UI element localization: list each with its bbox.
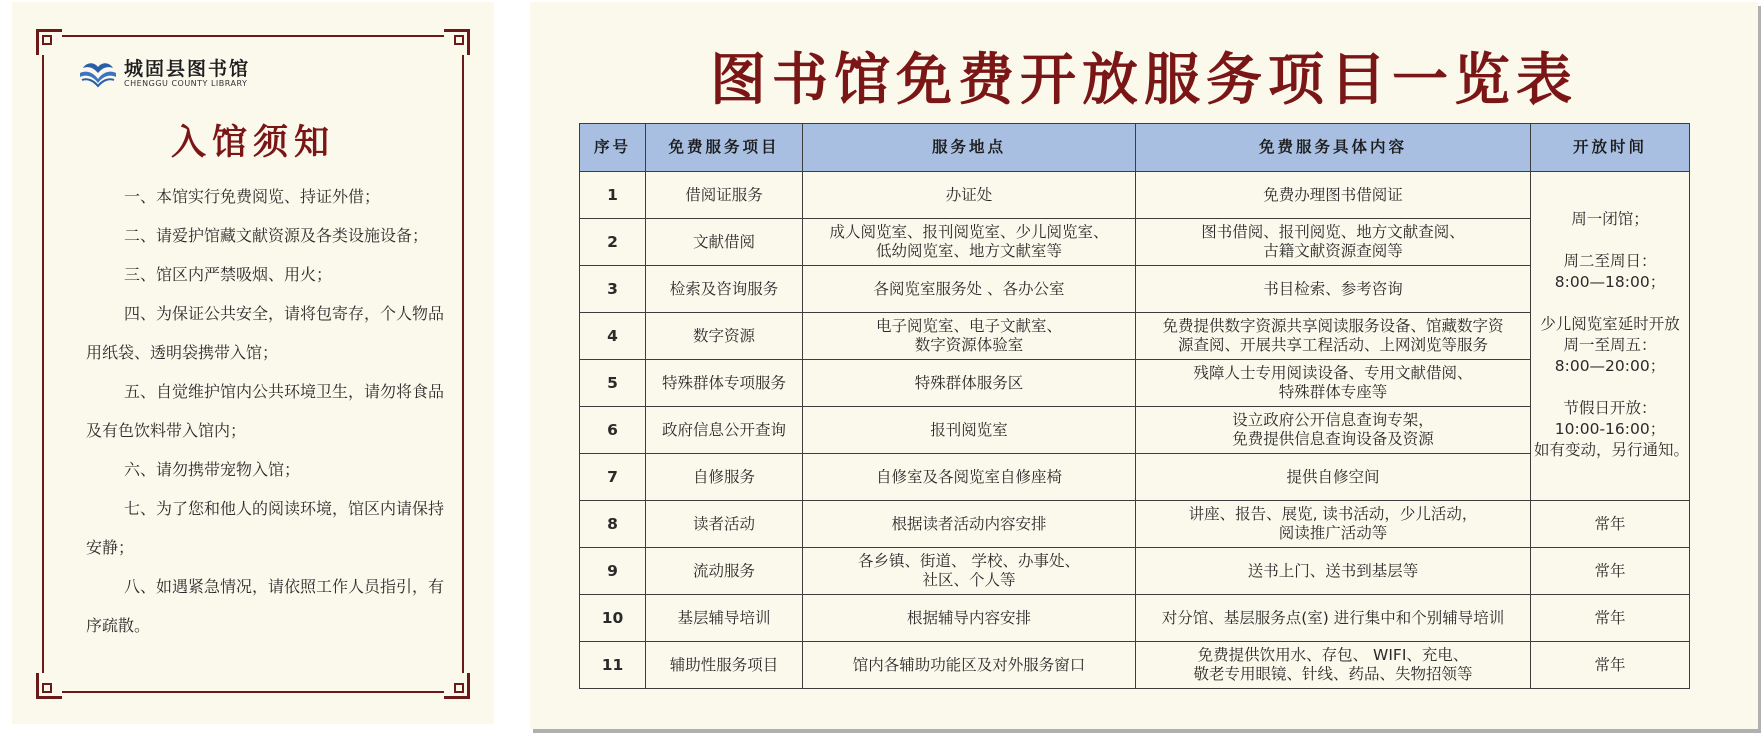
logo-english-name: CHENGGU COUNTY LIBRARY [124,79,248,88]
table-header-row [580,124,1690,172]
row-location [803,266,1136,313]
location-line: 低幼阅览室、地方文献室等 [875,242,1062,260]
row-content [1136,313,1531,360]
table-row [580,266,1690,313]
notice-rule: 一、本馆实行免费阅览、持证外借； [124,187,381,206]
row-service-item: 基层辅导培训 [646,595,803,642]
row-content [1136,642,1531,689]
header-service-item: 免费服务项目 [646,124,803,172]
frame-corner-ornament [36,673,62,699]
row-service-item: 借阅证服务 [646,172,803,219]
services-board [530,2,1758,729]
content-line: 特殊群体专座等 [1278,383,1388,401]
row-number: 4 [580,313,646,360]
notice-rule: 七、为了您和他人的阅读环境，馆区内请保持安静； [86,499,445,557]
row-number: 5 [580,360,646,407]
row-location [803,642,1136,689]
hours-line [1534,231,1686,252]
table-row [580,501,1690,548]
content-line: 免费提供数字资源共享阅读服务设备、馆藏数字资 [1162,317,1504,335]
table-row [580,407,1690,454]
notice-rule: 六、请勿携带宠物入馆； [124,460,301,479]
content-line: 敬老专用眼镜、针线、药品、失物招领等 [1193,665,1473,683]
location-line: 办证处 [945,185,993,204]
row-location [803,360,1136,407]
content-line: 源查阅、开展共享工程活动、上网浏览等服务 [1177,336,1488,354]
table-row [580,360,1690,407]
hours-line: 节假日开放： [1563,399,1657,417]
row-number: 11 [580,642,646,689]
row-hours: 常年 [1531,595,1690,642]
library-logo [78,59,250,89]
hours-line [1534,294,1686,315]
hours-line: 周二至周日： [1563,252,1657,270]
row-location [803,407,1136,454]
row-number: 3 [580,266,646,313]
services-title: 图书馆免费开放服务项目一览表 [710,48,1578,113]
row-content [1136,501,1531,548]
rules-list [86,177,448,645]
content-line: 阅读推广活动等 [1278,524,1388,542]
row-number: 8 [580,501,646,548]
notice-rule: 八、如遇紧急情况，请依照工作人员指引，有序疏散。 [86,577,445,635]
row-service-item: 自修服务 [646,454,803,501]
table-row [580,172,1690,219]
row-number: 7 [580,454,646,501]
location-line: 数字资源体验室 [914,336,1024,354]
row-hours: 常年 [1531,548,1690,595]
row-content [1136,548,1531,595]
content-line: 设立政府公开信息查询专架， [1232,411,1434,429]
content-line: 残障人士专用阅读设备、专用文献借阅、 [1193,364,1473,382]
row-number: 10 [580,595,646,642]
notice-rule: 三、馆区内严禁吸烟、用火； [124,265,333,284]
row-service-item: 检索及咨询服务 [646,266,803,313]
content-line: 古籍文献资源查阅等 [1263,242,1403,260]
location-line: 根据辅导内容安排 [906,608,1031,627]
shared-opening-hours [1531,172,1690,501]
row-content [1136,595,1531,642]
row-content [1136,454,1531,501]
table-row [580,642,1690,689]
content-line: 讲座、报告、展览, 读书活动，少儿活动， [1188,505,1478,523]
content-line: 送书上门、送书到基层等 [1247,561,1419,580]
row-location [803,501,1136,548]
row-content [1136,407,1531,454]
header-number: 序号 [580,124,646,172]
table-row [580,454,1690,501]
row-service-item: 政府信息公开查询 [646,407,803,454]
entry-notice-board [12,2,494,724]
content-line: 免费提供饮用水、存包、 WIFI、充电、 [1197,646,1469,664]
header-hours: 开放时间 [1531,124,1690,172]
hours-line: 如有变动，另行通知。 [1534,441,1690,459]
notice-rule: 四、为保证公共安全，请将包寄存，个人物品用纸袋、透明袋携带入馆； [86,304,445,362]
row-hours: 常年 [1531,642,1690,689]
row-service-item: 文献借阅 [646,219,803,266]
services-table [579,123,1690,689]
hours-line: 8:00—18:00； [1554,273,1666,291]
hours-line: 少儿阅览室延时开放 [1540,315,1680,333]
row-number: 9 [580,548,646,595]
content-line: 图书借阅、报刊阅览、地方文献查阅、 [1201,223,1465,241]
row-service-item: 数字资源 [646,313,803,360]
location-line: 社区、个人等 [922,571,1016,589]
notice-title: 入馆须知 [170,123,335,163]
row-location [803,219,1136,266]
logo-chinese-name: 城固县图书馆 [124,58,251,80]
hours-line: 周一闭馆； [1571,210,1649,228]
table-row [580,219,1690,266]
table-row [580,595,1690,642]
notice-rule: 二、请爱护馆藏文献资源及各类设施设备； [124,226,429,245]
row-hours: 常年 [1531,501,1690,548]
row-content [1136,172,1531,219]
frame-corner-ornament [444,29,470,55]
row-location [803,595,1136,642]
row-service-item: 读者活动 [646,501,803,548]
row-content [1136,360,1531,407]
row-location [803,454,1136,501]
frame-corner-ornament [444,673,470,699]
table-row [580,548,1690,595]
row-location [803,548,1136,595]
frame-corner-ornament [36,29,62,55]
content-line: 对分馆、基层服务点(室) 进行集中和个别辅导培训 [1161,608,1505,627]
content-line: 免费提供信息查询设备及资源 [1232,430,1434,448]
notice-rule: 五、自觉维护馆内公共环境卫生，请勿将食品及有色饮料带入馆内； [86,382,445,440]
location-line: 馆内各辅助功能区及对外服务窗口 [852,655,1086,674]
location-line: 自修室及各阅览室自修座椅 [875,467,1062,486]
row-content [1136,266,1531,313]
hours-line: 周一至周五： [1563,336,1657,354]
hours-line: 8:00—20:00； [1554,357,1666,375]
location-line: 各乡镇、街道、 学校、办事处、 [858,552,1080,570]
row-number: 6 [580,407,646,454]
content-line: 书目检索、参考咨询 [1263,279,1403,298]
location-line: 电子阅览室、电子文献室、 [875,317,1062,335]
content-line: 免费办理图书借阅证 [1263,185,1403,204]
content-line: 提供自修空间 [1286,467,1380,486]
header-content: 免费服务具体内容 [1136,124,1531,172]
table-row [580,313,1690,360]
row-number: 2 [580,219,646,266]
row-content [1136,219,1531,266]
open-book-icon [78,59,118,89]
location-line: 报刊阅览室 [930,420,1008,439]
row-service-item: 特殊群体专项服务 [646,360,803,407]
hours-line [1534,378,1686,399]
location-line: 根据读者活动内容安排 [891,514,1047,533]
location-line: 特殊群体服务区 [914,373,1024,392]
row-service-item: 流动服务 [646,548,803,595]
row-location [803,313,1136,360]
row-service-item: 辅助性服务项目 [646,642,803,689]
row-location [803,172,1136,219]
header-location: 服务地点 [803,124,1136,172]
location-line: 成人阅览室、报刊阅览室、少儿阅览室、 [829,223,1109,241]
row-number: 1 [580,172,646,219]
location-line: 各阅览室服务处 、各办公室 [873,279,1065,298]
hours-line: 10:00-16:00； [1554,420,1666,438]
